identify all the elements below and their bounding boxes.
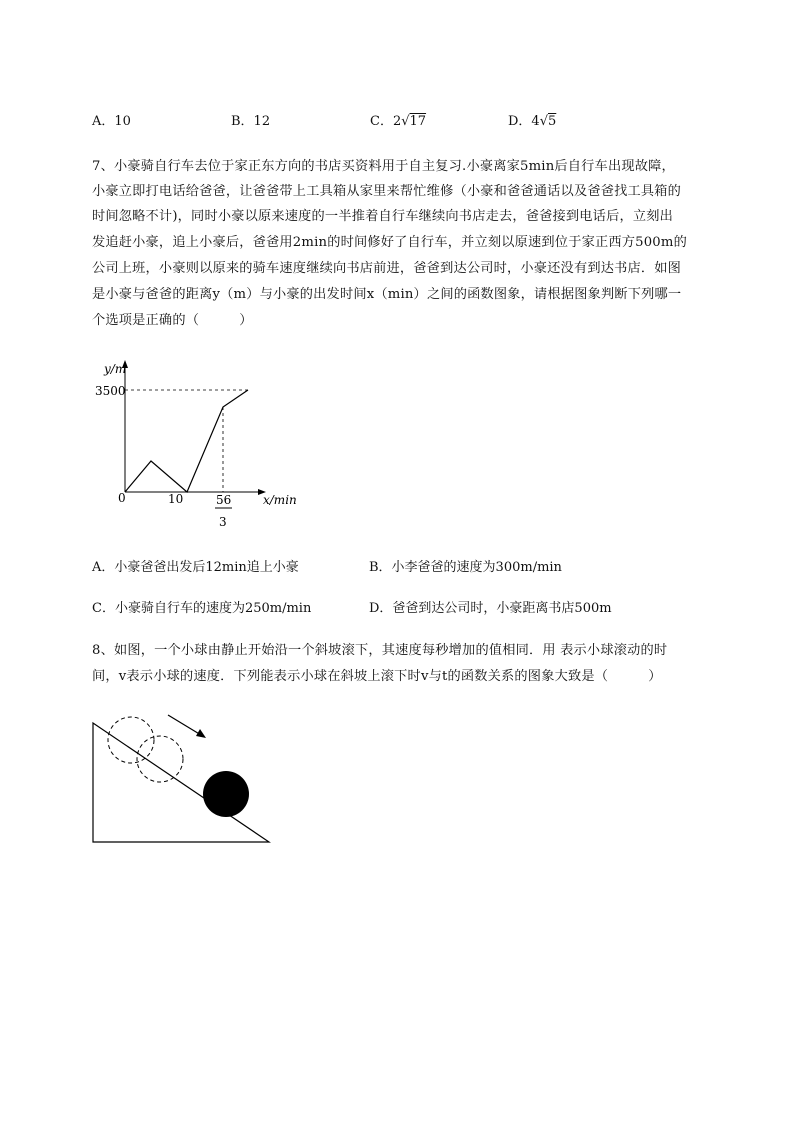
q7-line: 时间忽略不计)，同时小豪以原来速度的一半推着自行车继续向书店走去，爸爸接到电话后，立刻出 [92, 209, 674, 224]
y-tick-3500: 3500 [95, 384, 126, 398]
ball [203, 771, 249, 817]
q7-line: 个选项是正确的（ ） [92, 313, 253, 328]
q7-option-b: B．小李爸爸的速度为300m/min [369, 560, 562, 575]
q7-line: 公司上班，小豪则以原来的骑车速度继续向书店前进，爸爸到达公司时，小豪还没有到达书店．如图 [92, 261, 682, 276]
q7-line: 是小豪与爸爸的距离y（m）与小豪的出发时间x（min）之间的函数图象，请根据图象判断下列哪一 [92, 287, 682, 302]
prev-option-c-radicand: 17 [409, 114, 427, 129]
q8-line: 间，v表示小球的速度．下列能表示小球在斜坡上滚下时v与t的函数关系的图象大致是（ ） [92, 669, 662, 684]
prev-option-d-radicand: 5 [548, 114, 557, 129]
motion-arrow-line [168, 715, 201, 735]
q7-option-a: A．小豪爸爸出发后12min追上小豪 [92, 560, 299, 575]
q7-function-graph [90, 355, 320, 540]
q7-line: 小豪立即打电话给爸爸，让爸爸带上工具箱从家里来帮忙维修（小豪和爸爸通话以及爸爸找工具箱的 [92, 184, 682, 199]
x-tick-10: 10 [168, 492, 184, 506]
sqrt-sign: √ [539, 114, 548, 129]
x-axis-label: x/min [263, 493, 297, 507]
q7-option-d: D．爸爸到达公司时，小豪距离书店500m [369, 601, 612, 616]
prev-option-d [508, 110, 556, 129]
distance-function-line [125, 390, 248, 492]
motion-arrow-head [196, 729, 206, 738]
sqrt-sign: √ [401, 114, 410, 129]
prev-option-c-prefix: C．2 [370, 114, 402, 129]
origin-label: 0 [118, 491, 126, 505]
q8-line: 8、如图，一个小球由静止开始沿一个斜坡滚下，其速度每秒增加的值相同．用 表示小球滚动的时 [92, 643, 668, 658]
prev-option-a: A．10 [92, 114, 131, 129]
x-tick-fraction-denominator: 3 [219, 515, 227, 529]
prev-option-b: B．12 [231, 114, 271, 129]
x-tick-fraction-numerator: 56 [216, 493, 232, 507]
q7-line: 发追赶小豪，追上小豪后，爸爸用2min的时间修好了自行车，并立刻以原速到位于家正西方500m的 [92, 235, 687, 250]
q7-line: 7、小豪骑自行车去位于家正东方向的书店买资料用于自主复习.小豪离家5min后自行车出现故障， [92, 159, 675, 174]
q8-slope-figure [88, 708, 278, 848]
prev-option-c [370, 110, 426, 129]
prev-option-d-prefix: D．4 [508, 114, 540, 129]
y-axis-label: y/m [104, 362, 127, 376]
q7-option-c: C．小豪骑自行车的速度为250m/min [92, 601, 312, 616]
